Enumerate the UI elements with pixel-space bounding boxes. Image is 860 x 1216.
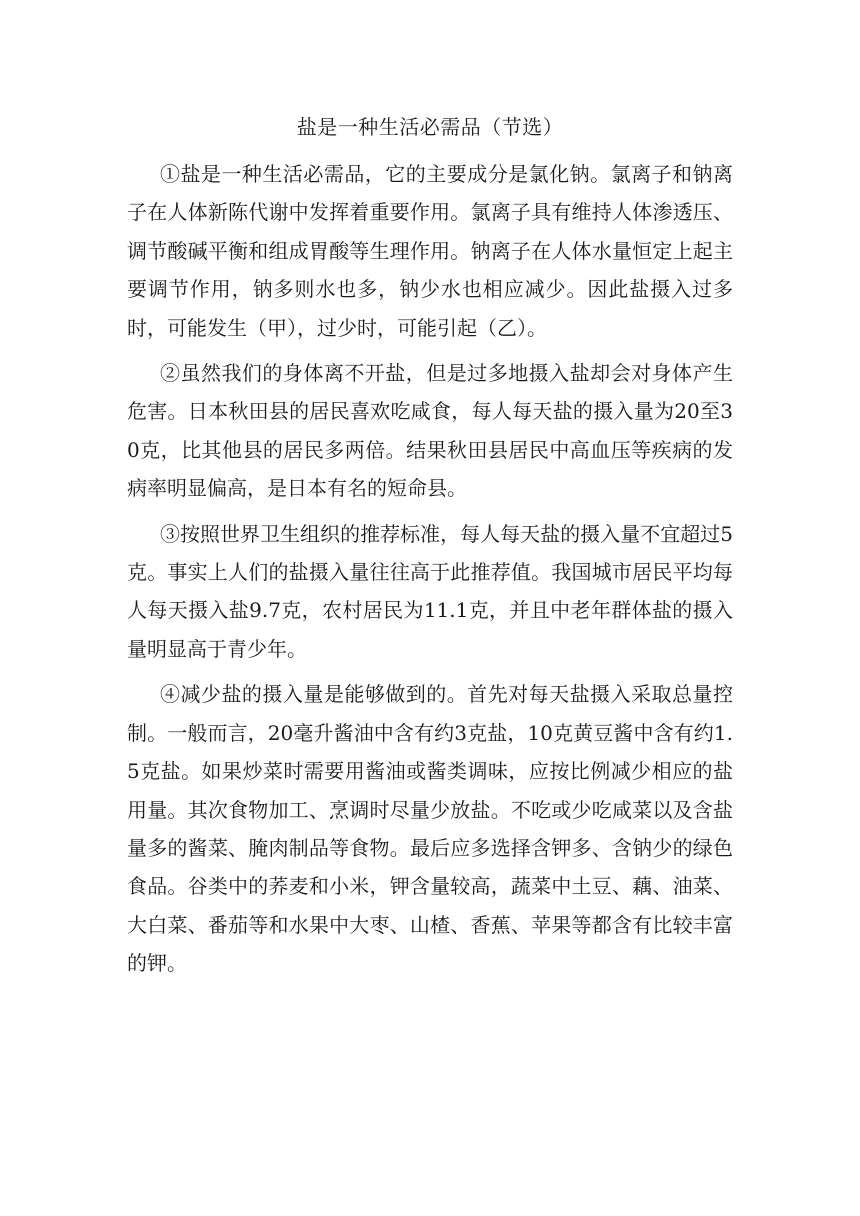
- paragraph-3: ③按照世界卫生组织的推荐标准，每人每天盐的摄入量不宜超过5克。事实上人们的盐摄入量往往高于此推荐值。我国城市居民平均每人每天摄入盐9.7克，农村居民为11.1克，并且中老年群体盐的摄入量明显高于青少年。: [127, 521, 733, 661]
- document-page: [127, 108, 733, 983]
- paragraph-1: ①盐是一种生活必需品，它的主要成分是氯化钠。氯离子和钠离子在人体新陈代谢中发挥着重要作用。氯离子具有维持人体渗透压、调节酸碱平衡和组成胃酸等生理作用。钠离子在人体水量恒定上起主要调节作用，钠多则水也多，钠少水也相应减少。因此盐摄入过多时，可能发生（甲），过少时，可能引起（乙）。: [127, 162, 733, 340]
- paragraph-2: ②虽然我们的身体离不开盐，但是过多地摄入盐却会对身体产生危害。日本秋田县的居民喜欢吃咸食，每人每天盐的摄入量为20至30克，比其他县的居民多两倍。结果秋田县居民中高血压等疾病的发病率明显偏高，是日本有名的短命县。: [127, 361, 733, 501]
- paragraph-4: ④减少盐的摄入量是能够做到的。首先对每天盐摄入采取总量控制。一般而言，20毫升酱油中含有约3克盐，10克黄豆酱中含有约1.5克盐。如果炒菜时需要用酱油或酱类调味，应按比例减少相应的盐用量。其次食物加工、烹调时尽量少放盐。不吃或少吃咸菜以及含盐量多的酱菜、腌肉制品等食物。最后应多选择含钾多、含钠少的绿色食品。谷类中的荞麦和小米，钾含量较高，蔬菜中土豆、藕、油菜、大白菜、番茄等和水果中大枣、山楂、香蕉、苹果等都含有比较丰富的钾。: [127, 682, 733, 976]
- document-title: 盐是一种生活必需品（节选）: [296, 115, 564, 139]
